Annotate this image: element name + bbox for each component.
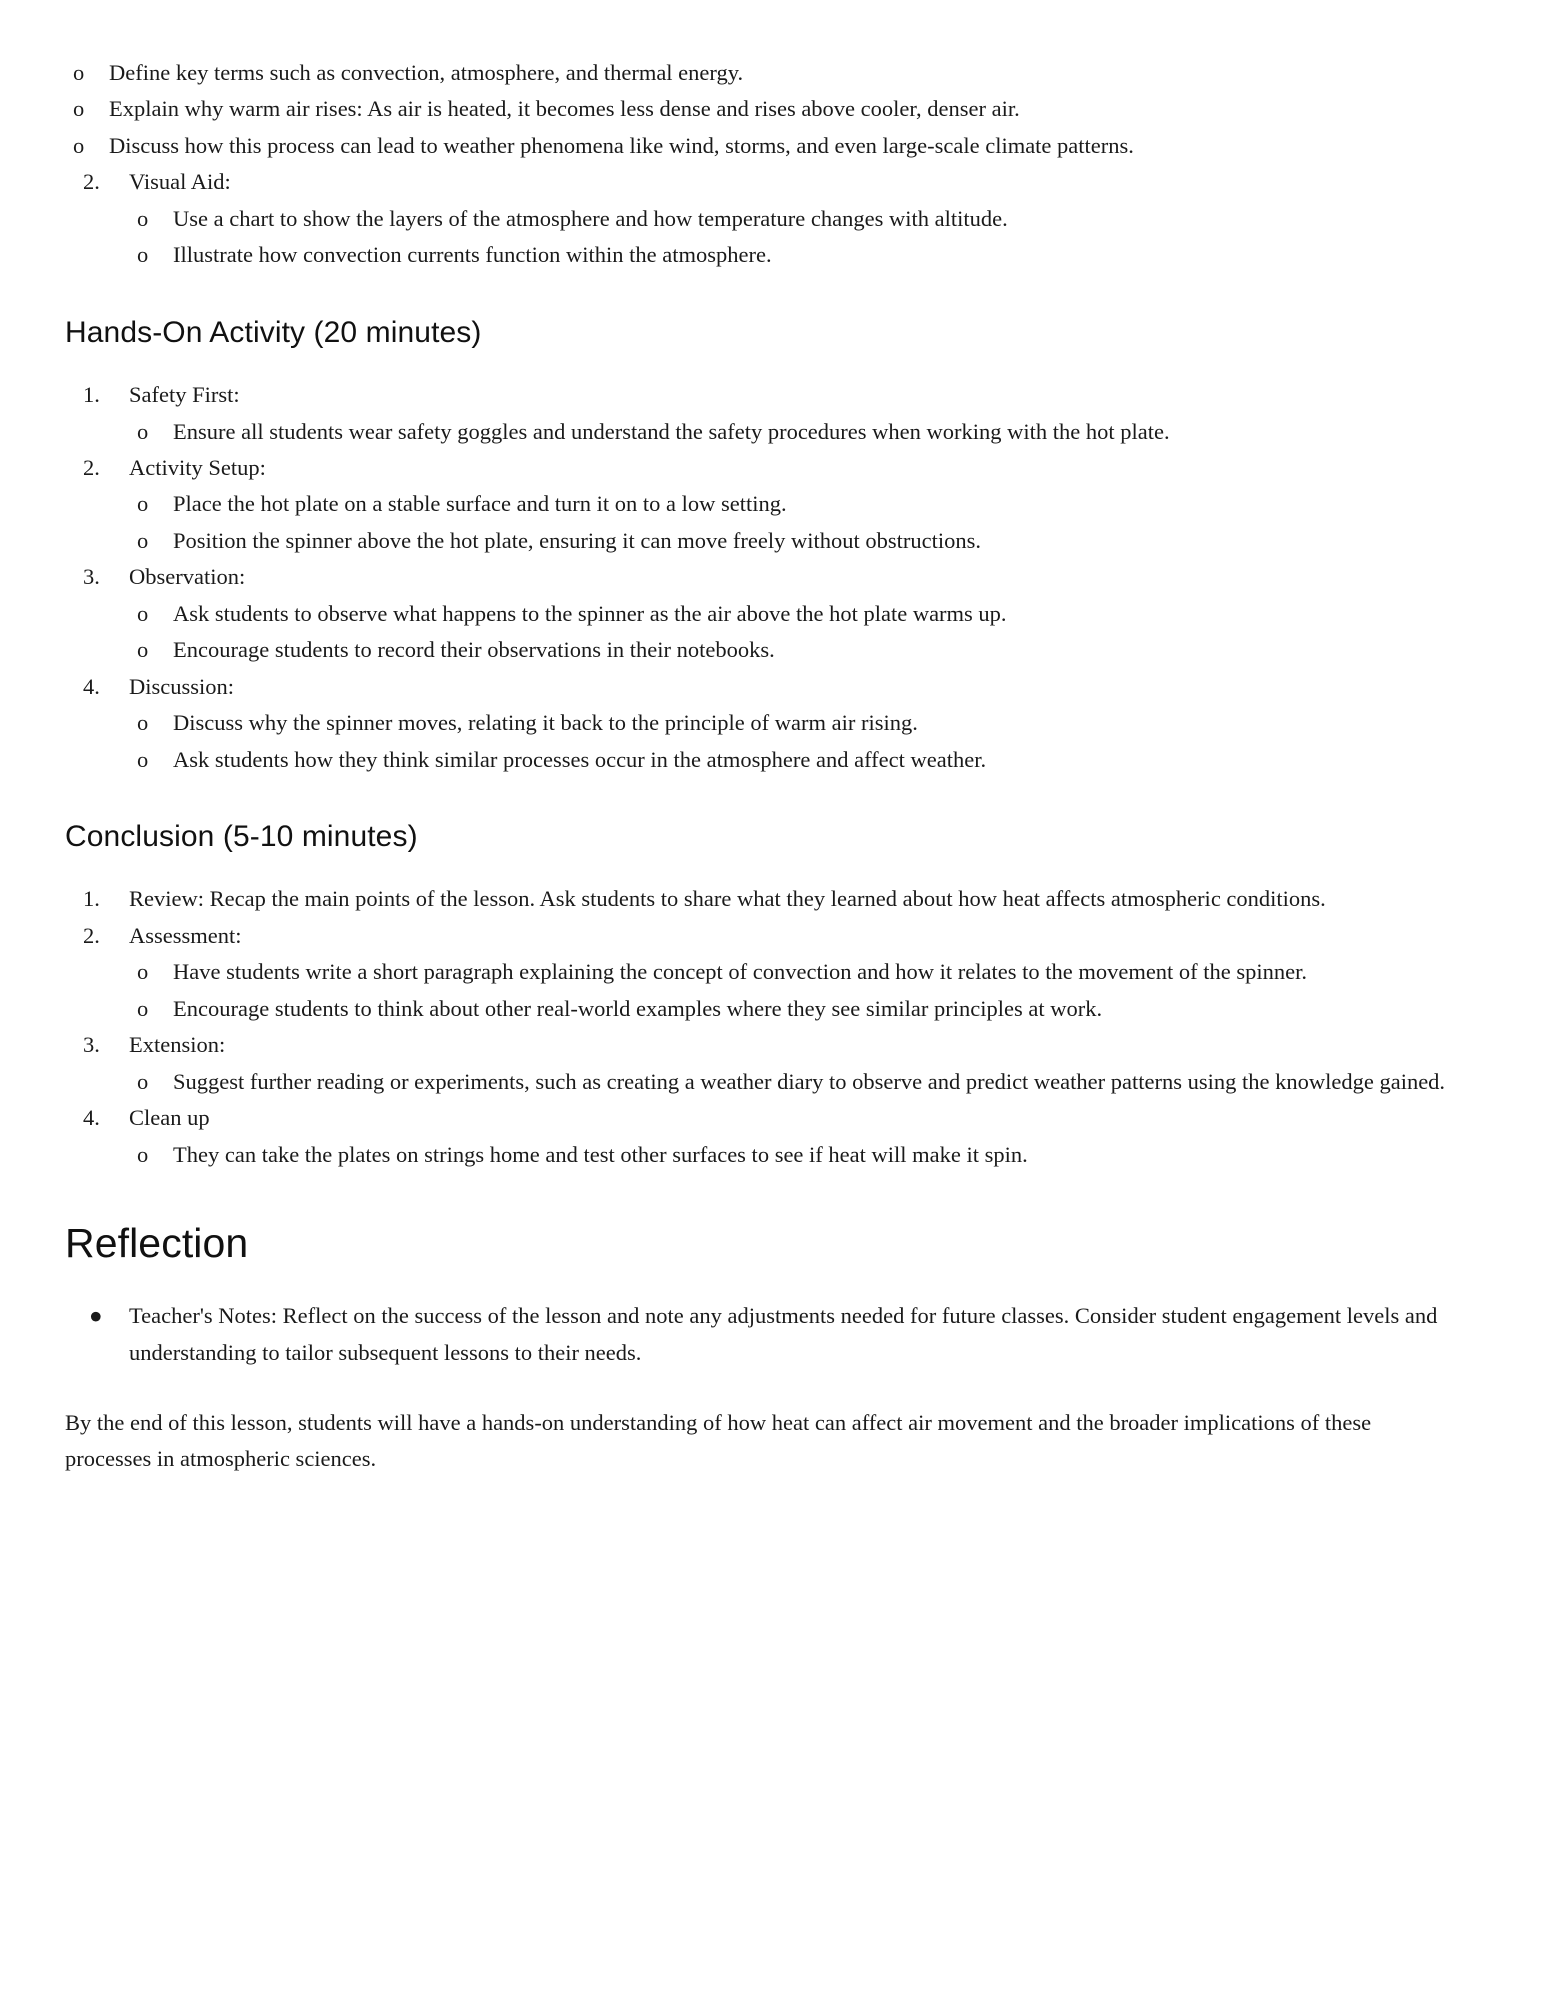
- circle-bullet-icon: o: [137, 491, 149, 517]
- circle-bullet-icon: o: [137, 527, 149, 553]
- list-item-text: Ensure all students wear safety goggles and understand the safety procedures when working with the hot plate.: [173, 418, 1170, 444]
- section-heading-reflection: Reflection: [65, 1219, 249, 1266]
- list-item-text: Use a chart to show the layers of the atmosphere and how temperature changes with altitude.: [173, 205, 1008, 231]
- sublist-wrapper: [129, 596, 1457, 669]
- section-heading-hands-on-activity: Hands-On Activity (20 minutes): [65, 315, 482, 349]
- list-item-label: Extension:: [129, 1032, 226, 1058]
- sublist-wrapper: [129, 486, 1457, 559]
- list-item-number: 2.: [83, 922, 100, 948]
- list-item: [129, 991, 1457, 1027]
- list-item: [65, 918, 1457, 1027]
- list-item-number: 1.: [83, 886, 100, 912]
- circle-bullet-icon: o: [137, 746, 149, 772]
- list-item-text: They can take the plates on strings home and test other surfaces to see if heat will make it spin.: [173, 1141, 1028, 1167]
- list-item: [129, 705, 1457, 741]
- list-item: [65, 55, 1457, 91]
- circle-bullet-icon: o: [137, 600, 149, 626]
- sublist-wrapper: [129, 414, 1457, 450]
- list-item-number: 2.: [83, 169, 100, 195]
- list-item-text: Discuss why the spinner moves, relating it back to the principle of warm air rising.: [173, 710, 918, 736]
- continued-numbered-list: [65, 164, 1457, 273]
- section-heading-conclusion: Conclusion (5-10 minutes): [65, 819, 418, 853]
- list-item-label: Assessment:: [129, 922, 242, 948]
- list-item: [129, 414, 1457, 450]
- list-item: [65, 669, 1457, 778]
- continued-sublist: [65, 55, 1457, 164]
- list-item-text: Have students write a short paragraph explaining the concept of convection and how it relates to the movement of the spinner.: [173, 959, 1308, 985]
- list-item-text: Illustrate how convection currents function within the atmosphere.: [173, 242, 772, 268]
- sublist: [129, 596, 1457, 669]
- list-item-text: Discuss how this process can lead to weather phenomena like wind, storms, and even large-scale climate patterns.: [109, 132, 1134, 158]
- circle-bullet-icon: o: [73, 60, 85, 85]
- circle-bullet-icon: o: [137, 637, 149, 663]
- list-item-text: Place the hot plate on a stable surface and turn it on to a low setting.: [173, 491, 787, 517]
- circle-bullet-icon: o: [137, 205, 149, 231]
- list-item-label: Activity Setup:: [129, 455, 266, 480]
- list-item: [65, 559, 1457, 668]
- sublist: [129, 414, 1457, 450]
- list-item: [129, 742, 1457, 778]
- sublist-wrapper: [129, 201, 1457, 274]
- list-item: [129, 486, 1457, 522]
- list-item: [129, 632, 1457, 668]
- list-item-number: 3.: [83, 1032, 100, 1058]
- sublist-wrapper: [129, 1064, 1457, 1100]
- circle-bullet-icon: o: [137, 995, 149, 1021]
- circle-bullet-icon: o: [73, 132, 85, 158]
- list-item-number: 3.: [83, 564, 100, 590]
- document-body: [65, 55, 1457, 1478]
- sublist: [129, 1137, 1457, 1173]
- list-item-number: 2.: [83, 455, 100, 480]
- list-item: [65, 1298, 1457, 1371]
- closing-paragraph: By the end of this lesson, students will have a hands-on understanding of how heat can affect air movement and the broader implications of these processes in atmospheric sciences.: [65, 1410, 1372, 1472]
- circle-bullet-icon: o: [137, 242, 149, 268]
- list-item: [65, 128, 1457, 164]
- list-item: [65, 1027, 1457, 1100]
- sublist-wrapper: [129, 705, 1457, 778]
- sublist: [129, 486, 1457, 559]
- sublist: [129, 1064, 1457, 1100]
- list-item-label: Discussion:: [129, 673, 235, 699]
- list-item-label: Visual Aid:: [129, 169, 231, 195]
- list-item: [65, 377, 1457, 450]
- list-item-text: Ask students how they think similar processes occur in the atmosphere and affect weather.: [173, 746, 987, 772]
- list-item: [129, 523, 1457, 559]
- list-item-text: Suggest further reading or experiments, such as creating a weather diary to observe and predict weather patterns using the knowledge gained.: [173, 1068, 1446, 1094]
- list-item-text: Encourage students to record their observations in their notebooks.: [173, 637, 775, 663]
- list-item-text: Define key terms such as convection, atmosphere, and thermal energy.: [109, 60, 744, 85]
- list-item-text: Position the spinner above the hot plate, ensuring it can move freely without obstructions.: [173, 527, 981, 553]
- sublist: [129, 954, 1457, 1027]
- list-item-label: Clean up: [129, 1105, 210, 1131]
- circle-bullet-icon: o: [137, 1141, 149, 1167]
- list-item: [65, 1100, 1457, 1173]
- list-item: [65, 881, 1457, 917]
- list-item: [65, 164, 1457, 273]
- reflection-bullet-list: [65, 1298, 1457, 1371]
- sublist: [129, 201, 1457, 274]
- list-item-number: 4.: [83, 1105, 100, 1131]
- circle-bullet-icon: o: [73, 96, 85, 122]
- sublist-wrapper: [129, 954, 1457, 1027]
- list-item: [129, 596, 1457, 632]
- list-item: [129, 237, 1457, 273]
- list-item-text: Teacher's Notes: Reflect on the success of the lesson and note any adjustments needed for future classes. Consider student engagement levels and understanding to tailor subsequent lessons to their needs.: [129, 1303, 1438, 1365]
- list-item: [65, 450, 1457, 559]
- circle-bullet-icon: o: [137, 710, 149, 736]
- continued-list-block: [65, 55, 1457, 274]
- conclusion-list: [65, 881, 1457, 1173]
- circle-bullet-icon: o: [137, 418, 149, 444]
- list-item-number: 1.: [83, 382, 100, 408]
- list-item: [129, 954, 1457, 990]
- list-item-text: Explain why warm air rises: As air is heated, it becomes less dense and rises above cooler, denser air.: [109, 96, 1020, 122]
- list-item-text: Ask students to observe what happens to the spinner as the air above the hot plate warms up.: [173, 600, 1007, 626]
- list-item-label: Safety First:: [129, 382, 240, 408]
- sublist-wrapper: [129, 1137, 1457, 1173]
- list-item: [65, 91, 1457, 127]
- list-item: [129, 1064, 1457, 1100]
- circle-bullet-icon: o: [137, 959, 149, 985]
- circle-bullet-icon: o: [137, 1068, 149, 1094]
- hands-on-activity-list: [65, 377, 1457, 778]
- list-item-label: Observation:: [129, 564, 246, 590]
- list-item-number: 4.: [83, 673, 100, 699]
- disc-bullet-icon: ●: [89, 1303, 103, 1329]
- list-item-label: Review: Recap the main points of the lesson. Ask students to share what they learned about how heat affects atmospheric conditions.: [129, 886, 1326, 912]
- list-item: [129, 201, 1457, 237]
- list-item: [129, 1137, 1457, 1173]
- sublist: [129, 705, 1457, 778]
- list-item-text: Encourage students to think about other real-world examples where they see similar principles at work.: [173, 995, 1103, 1021]
